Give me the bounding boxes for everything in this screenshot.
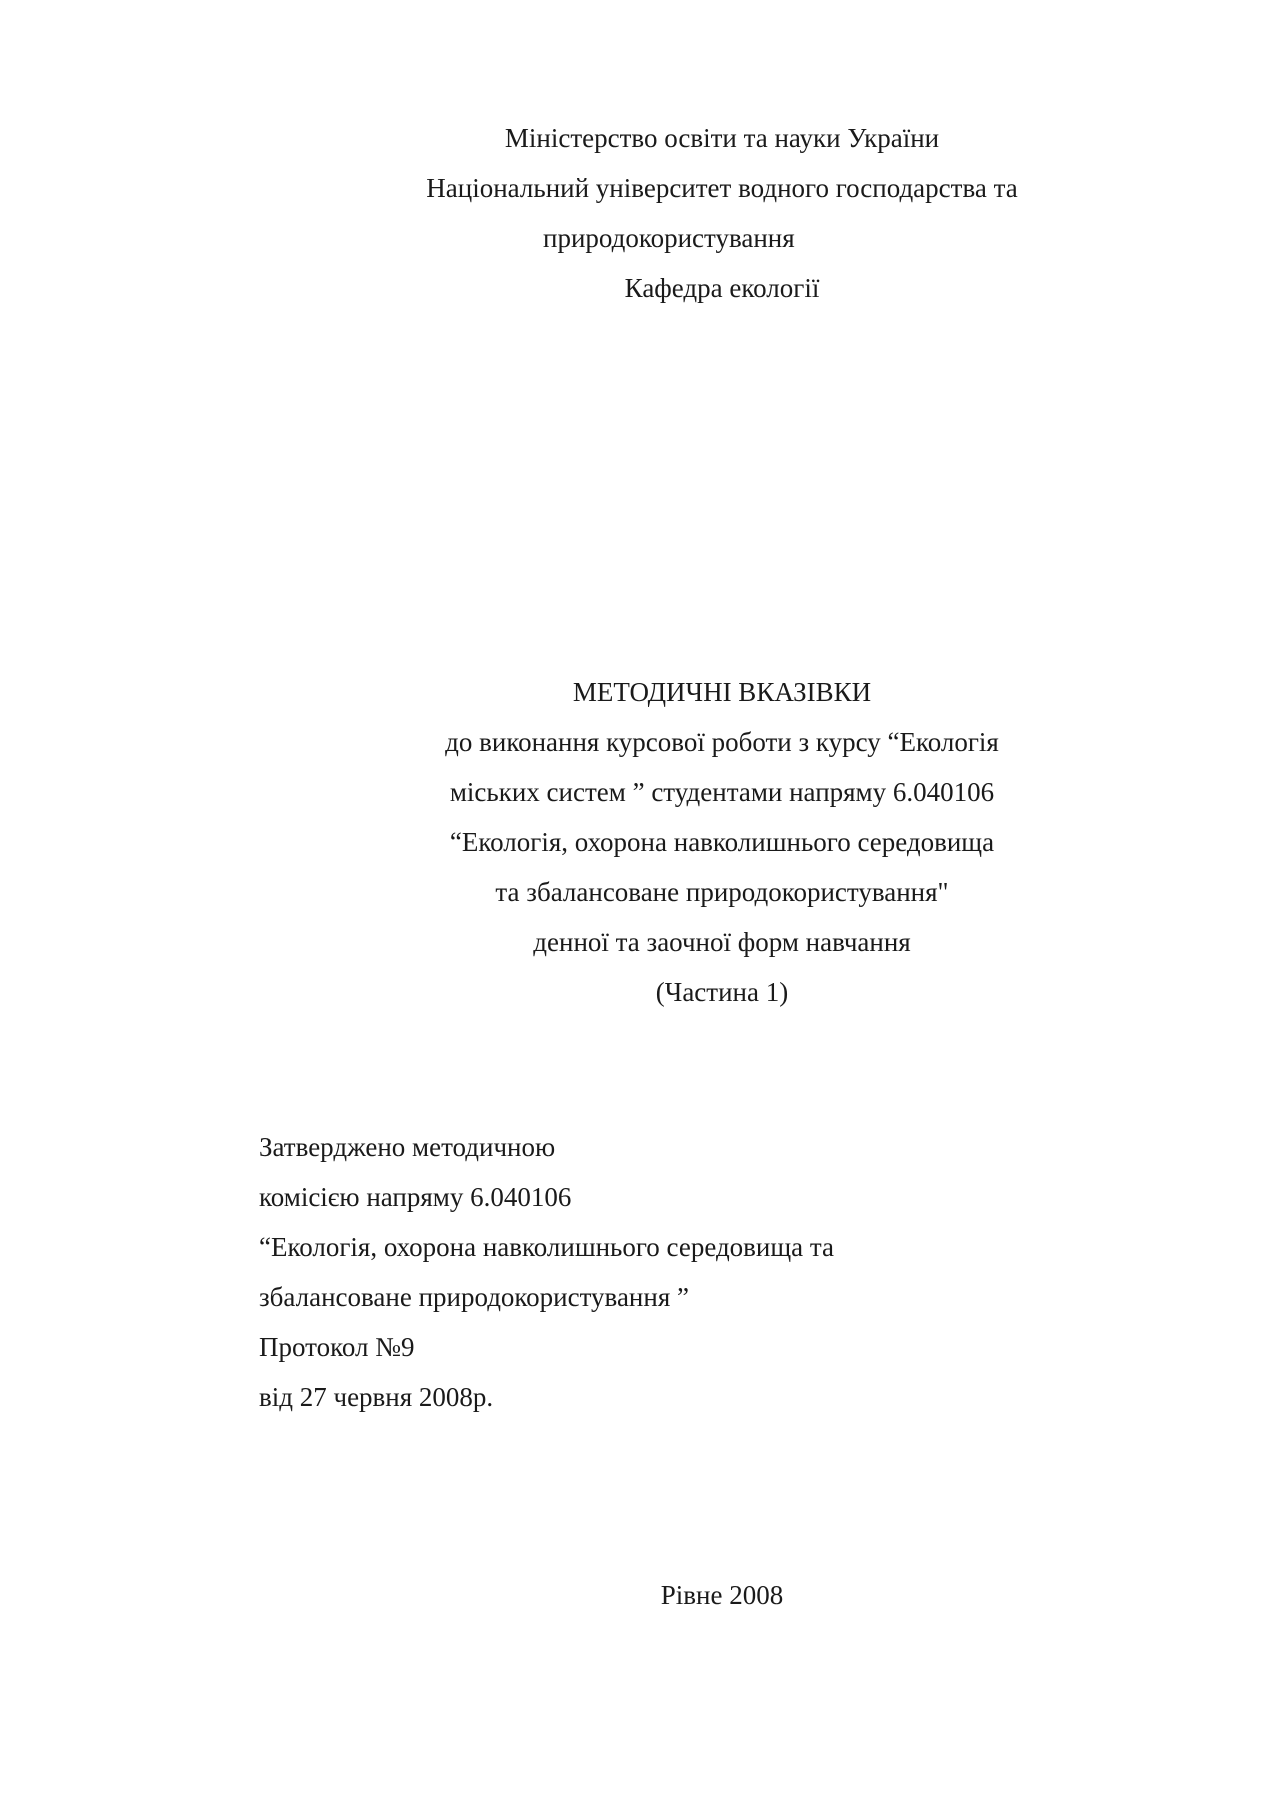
university-name-line1: Національний університет водного господарства та — [426, 173, 1018, 203]
subtitle-line4: та збалансоване природокористування" — [495, 877, 949, 907]
part-number: (Частина 1) — [655, 977, 789, 1007]
approval-line1: Затверджено методичною — [259, 1132, 556, 1162]
subtitle-line5: денної та заочної форм навчання — [533, 927, 911, 957]
city-year: Рівне 2008 — [660, 1580, 784, 1610]
university-name-line2: природокористування — [543, 223, 795, 253]
subtitle-line2: міських систем ” студентами напряму 6.040106 — [449, 777, 995, 807]
approval-line2: комісією напряму 6.040106 — [259, 1182, 572, 1212]
subtitle-line1: до виконання курсової роботи з курсу “Екологія — [445, 727, 999, 757]
ministry-name: Міністерство освіти та науки України — [504, 123, 940, 153]
department-name: Кафедра екології — [624, 273, 820, 303]
document-title: МЕТОДИЧНІ ВКАЗІВКИ — [572, 677, 872, 707]
approval-line4: збалансоване природокористування ” — [259, 1282, 689, 1312]
approval-date: від 27 червня 2008р. — [259, 1382, 494, 1412]
protocol-number: Протокол №9 — [259, 1332, 415, 1362]
approval-line3: “Екологія, охорона навколишнього середовища та — [259, 1232, 835, 1262]
subtitle-line3: “Екологія, охорона навколишнього середовища — [449, 827, 995, 857]
